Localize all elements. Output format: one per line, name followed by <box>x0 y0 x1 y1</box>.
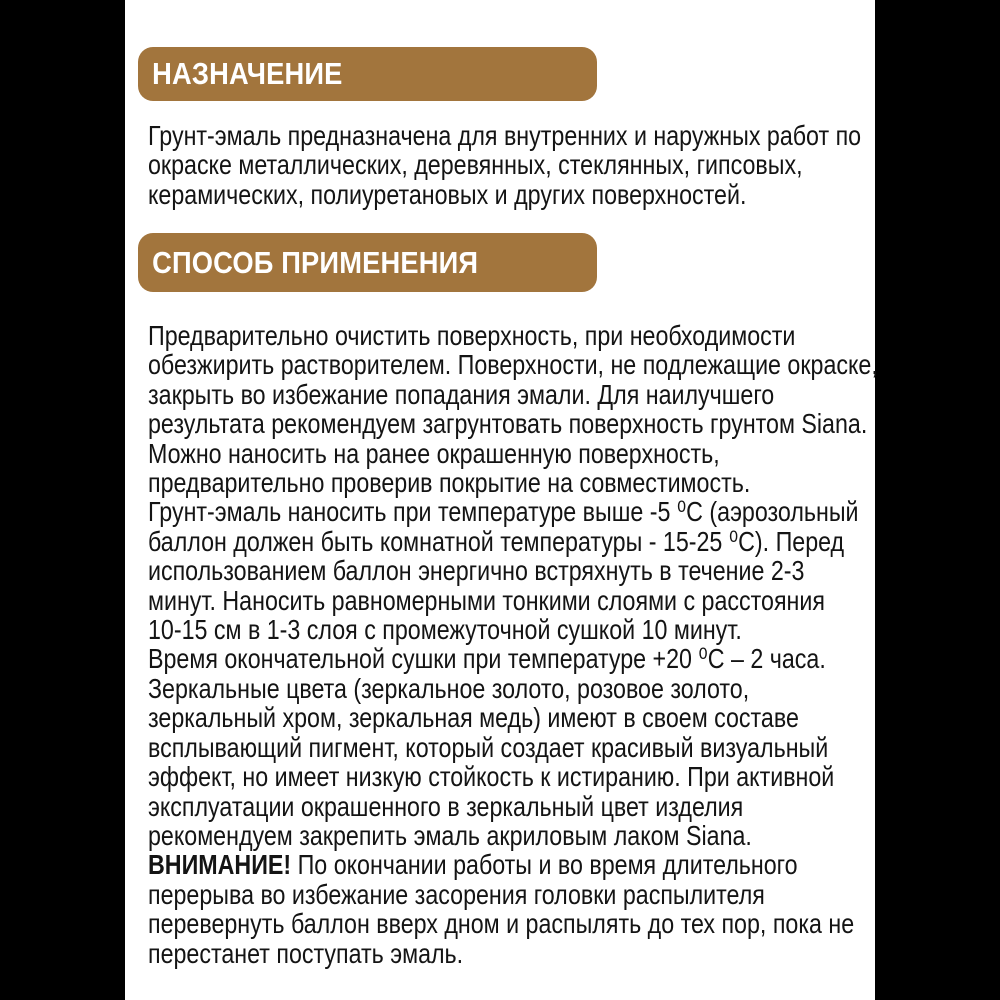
text-line: Предварительно очистить поверхность, при необходимости <box>148 320 796 351</box>
text-line: Время окончательной сушки при температуре +20 ⁰С – 2 часа. <box>148 643 826 675</box>
text-line: керамических, полиуретановых и других поверхностей. <box>148 178 747 210</box>
text-line: перевернуть баллон вверх дном и распылять до тех пор, пока не <box>148 908 855 940</box>
text-line: окраске металлических, деревянных, стеклянных, гипсовых, <box>148 149 803 181</box>
text-line: Можно наносить на ранее окрашенную поверхность, <box>148 437 720 469</box>
warning-first-line <box>148 850 878 879</box>
section-header-application <box>138 233 597 292</box>
warning-first-line-text: По окончании работы и во время длительного <box>297 849 798 881</box>
text-line: результата рекомендуем загрунтовать поверхность грунтом Siana. <box>148 408 868 440</box>
text-line: обезжирить растворителем. Поверхности, не подлежащие окраске, <box>148 349 878 381</box>
text-line: Зеркальные цвета (зеркальное золото, розовое золото, <box>148 672 750 704</box>
text-line: зеркальный хром, зеркальная медь) имеют в своем составе <box>148 702 799 734</box>
text-line: предварительно проверив покрытие на совместимость. <box>148 467 751 499</box>
text-line: эффект, но имеет низкую стойкость к истиранию. При активной <box>148 761 835 793</box>
text-line: эксплуатации окрашенного в зеркальный цвет изделия <box>148 790 744 822</box>
text-line: использованием баллон энергично встряхнуть в течение 2-3 <box>148 555 805 587</box>
text-line: Грунт-эмаль наносить при температуре выше -5 ⁰С (аэрозольный <box>148 496 859 528</box>
warning-label: ВНИМАНИЕ! <box>148 849 292 881</box>
text-line: рекомендуем закрепить эмаль акриловым лаком Siana. <box>148 819 752 851</box>
section-header-purpose <box>138 47 597 101</box>
application-instructions-lines <box>148 321 878 850</box>
text-line: Грунт-эмаль предназначена для внутренних и наружных работ по <box>148 120 862 151</box>
text-line: перестанет поступать эмаль. <box>148 937 464 969</box>
text-line: перерыва во избежание засорения головки распылителя <box>148 878 765 910</box>
section-header-application-label: СПОСОБ ПРИМЕНЕНИЯ <box>152 244 479 280</box>
section-header-purpose-label: НАЗНАЧЕНИЕ <box>152 56 343 91</box>
text-line: закрыть во избежание попадания эмали. Для наилучшего <box>148 378 775 410</box>
text-line: минут. Наносить равномерными тонкими слоями с расстояния <box>148 584 825 616</box>
application-paragraph <box>148 321 878 968</box>
text-line: 10-15 см в 1-3 слоя с промежуточной сушкой 10 минут. <box>148 614 742 646</box>
warning-continuation-lines <box>148 880 878 968</box>
info-card <box>125 0 878 1000</box>
text-line: баллон должен быть комнатной температуры - 15-25 ⁰С). Перед <box>148 525 845 557</box>
purpose-paragraph <box>148 121 878 209</box>
text-line: всплывающий пигмент, который создает красивый визуальный <box>148 731 829 763</box>
